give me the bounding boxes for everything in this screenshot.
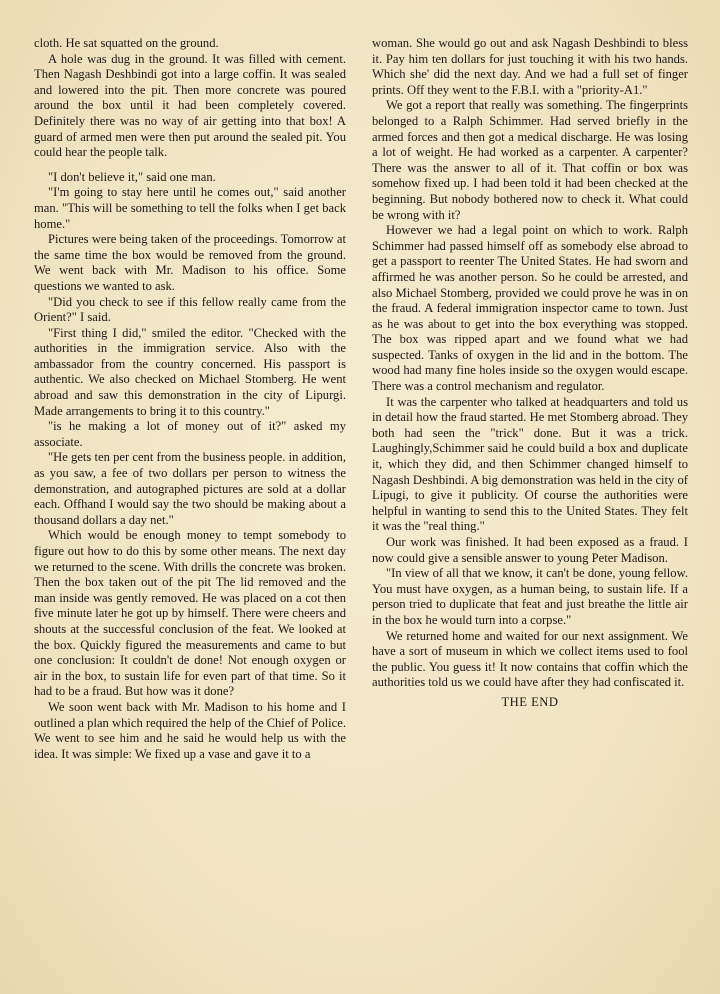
paragraph: Our work was finished. It had been exposed as a fraud. I now could give a sensible answer to young Peter Madison. [372,535,688,565]
the-end-label: THE END [501,694,559,709]
paragraph: A hole was dug in the ground. It was filled with cement. Then Nagash Deshbindi got into a large coffin. It was sealed and lowered into the pit. Then more concrete was poured around the box until it had been completely covered. Definitely there was no way of air getting into that box! A guard of armed men were then put around the sealed pit. You could hear the people talk. [34,51,346,160]
paragraph: "First thing I did," smiled the editor. "Checked with the authorities in the immigration service. Also with the ambassador from the country concerned. His passport is authentic. We also checked on Michael Stomberg. He went abroad and saw this demonstration in the city of Lipurgi. Made arrangements to bring it to this country." [34,325,346,418]
paragraph: "is he making a lot of money out of it?" asked my associate. [34,419,346,449]
paragraph: We soon went back with Mr. Madison to his home and I outlined a plan which required the help of the Chief of Police. We went to see him and he said he would help us with the idea. It was simple: We fixed up a vase and gave it to a [34,699,346,761]
paragraph: woman. She would go out and ask Nagash Deshbindi to bless it. Pay him ten dollars for just touching it with his two hands. Which she' did the next day. And we had a full set of finger prints. Off they went to the F.B.I. with a "priority-A1." [372,36,688,97]
paragraph: cloth. He sat squatted on the ground. [34,36,219,50]
paragraph: "In view of all that we know, it can't be done, young fellow. You must have oxygen, as a human being, to sustain life. If a person tried to duplicate that feat and just breathe the little air in the box he would turn into a corpse." [372,566,688,627]
left-column [34,36,346,762]
paragraph: "I don't believe it," said one man. [48,169,216,184]
paragraph: We returned home and waited for our next assignment. We have a sort of museum in which we collect items used to fool the public. You guess it! It now contains that coffin which the authorities told us we could have after they had confiscated it. [372,628,688,690]
paragraph: However we had a legal point on which to work. Ralph Schimmer had passed himself off as somebody else abroad to get a passport to reenter The United States. He had sworn and affirmed he was another person. So he could be arrested, and also Michael Stomberg, provided we could prove he was in on the fraud. A federal immigration inspector came to town. Just as he was about to get into the box everything was stopped. The box was ripped apart and we found what we had suspected. Tanks of oxygen in the lid and in the bottom. The wood had many fine holes inside so the oxygen would escape. There was a control mechanism and regulator. [372,223,688,394]
paragraph: It was the carpenter who talked at headquarters and told us in detail how the fraud started. He met Stomberg abroad. They both had seen the "trick" done. But it was a trick. Laughingly,Schimmer said he could build a box and duplicate it, which they did, and then Schimmer changed himself to Nagash Deshbindi. A big demonstration was held in the city of Lipugi, to give it publicity. Of course the authorities were helpful in wanting to send this to the United States. They felt it was the "real thing." [372,394,688,534]
right-column [372,36,688,711]
paragraph: We got a report that really was something. The fingerprints belonged to a Ralph Schimmer. Had served briefly in the armed forces and then got a medical discharge. He was losing a lot of weight. He had worked as a carpenter. A carpenter? There was the answer to all of it. That coffin or box was somehow fixed up. I had been told it had been checked at the beginning. But nobody bothered now to check it. What could be wrong with it? [372,98,688,222]
paragraph: Pictures were being taken of the proceedings. Tomorrow at the same time the box would be removed from the ground. We went back with Mr. Madison to his office. Some questions we wanted to ask. [34,232,346,293]
paragraph: "Did you check to see if this fellow really came from the Orient?" I said. [34,294,346,325]
paragraph: "I'm going to stay here until he comes out," said another man. "This will be something to tell the folks when I get back home." [34,185,346,231]
paragraph: Which would be enough money to tempt somebody to figure out how to do this by some other means. The next day we returned to the scene. With drills the concrete was broken. Then the box taken out of the pit The lid removed and the man inside was gently removed. He was placed on a cot then five minute later he got up by himself. There were cheers and shouts at the successful conclusion of the feat. We looked at the box. Quickly figured the measurements and came to but one conclusion: It couldn't de done! Not enough oxygen or air in the box, to sustain life for even part of that time. So it had to be a fraud. But how was it done? [34,528,346,699]
paragraph: "He gets ten per cent from the business people. in addition, as you saw, a fee of two dollars per person to witness the demonstration, and autographed pictures are sold at a dollar each. Offhand I would say the two should be making about a thousand dollars a day net." [34,450,346,527]
